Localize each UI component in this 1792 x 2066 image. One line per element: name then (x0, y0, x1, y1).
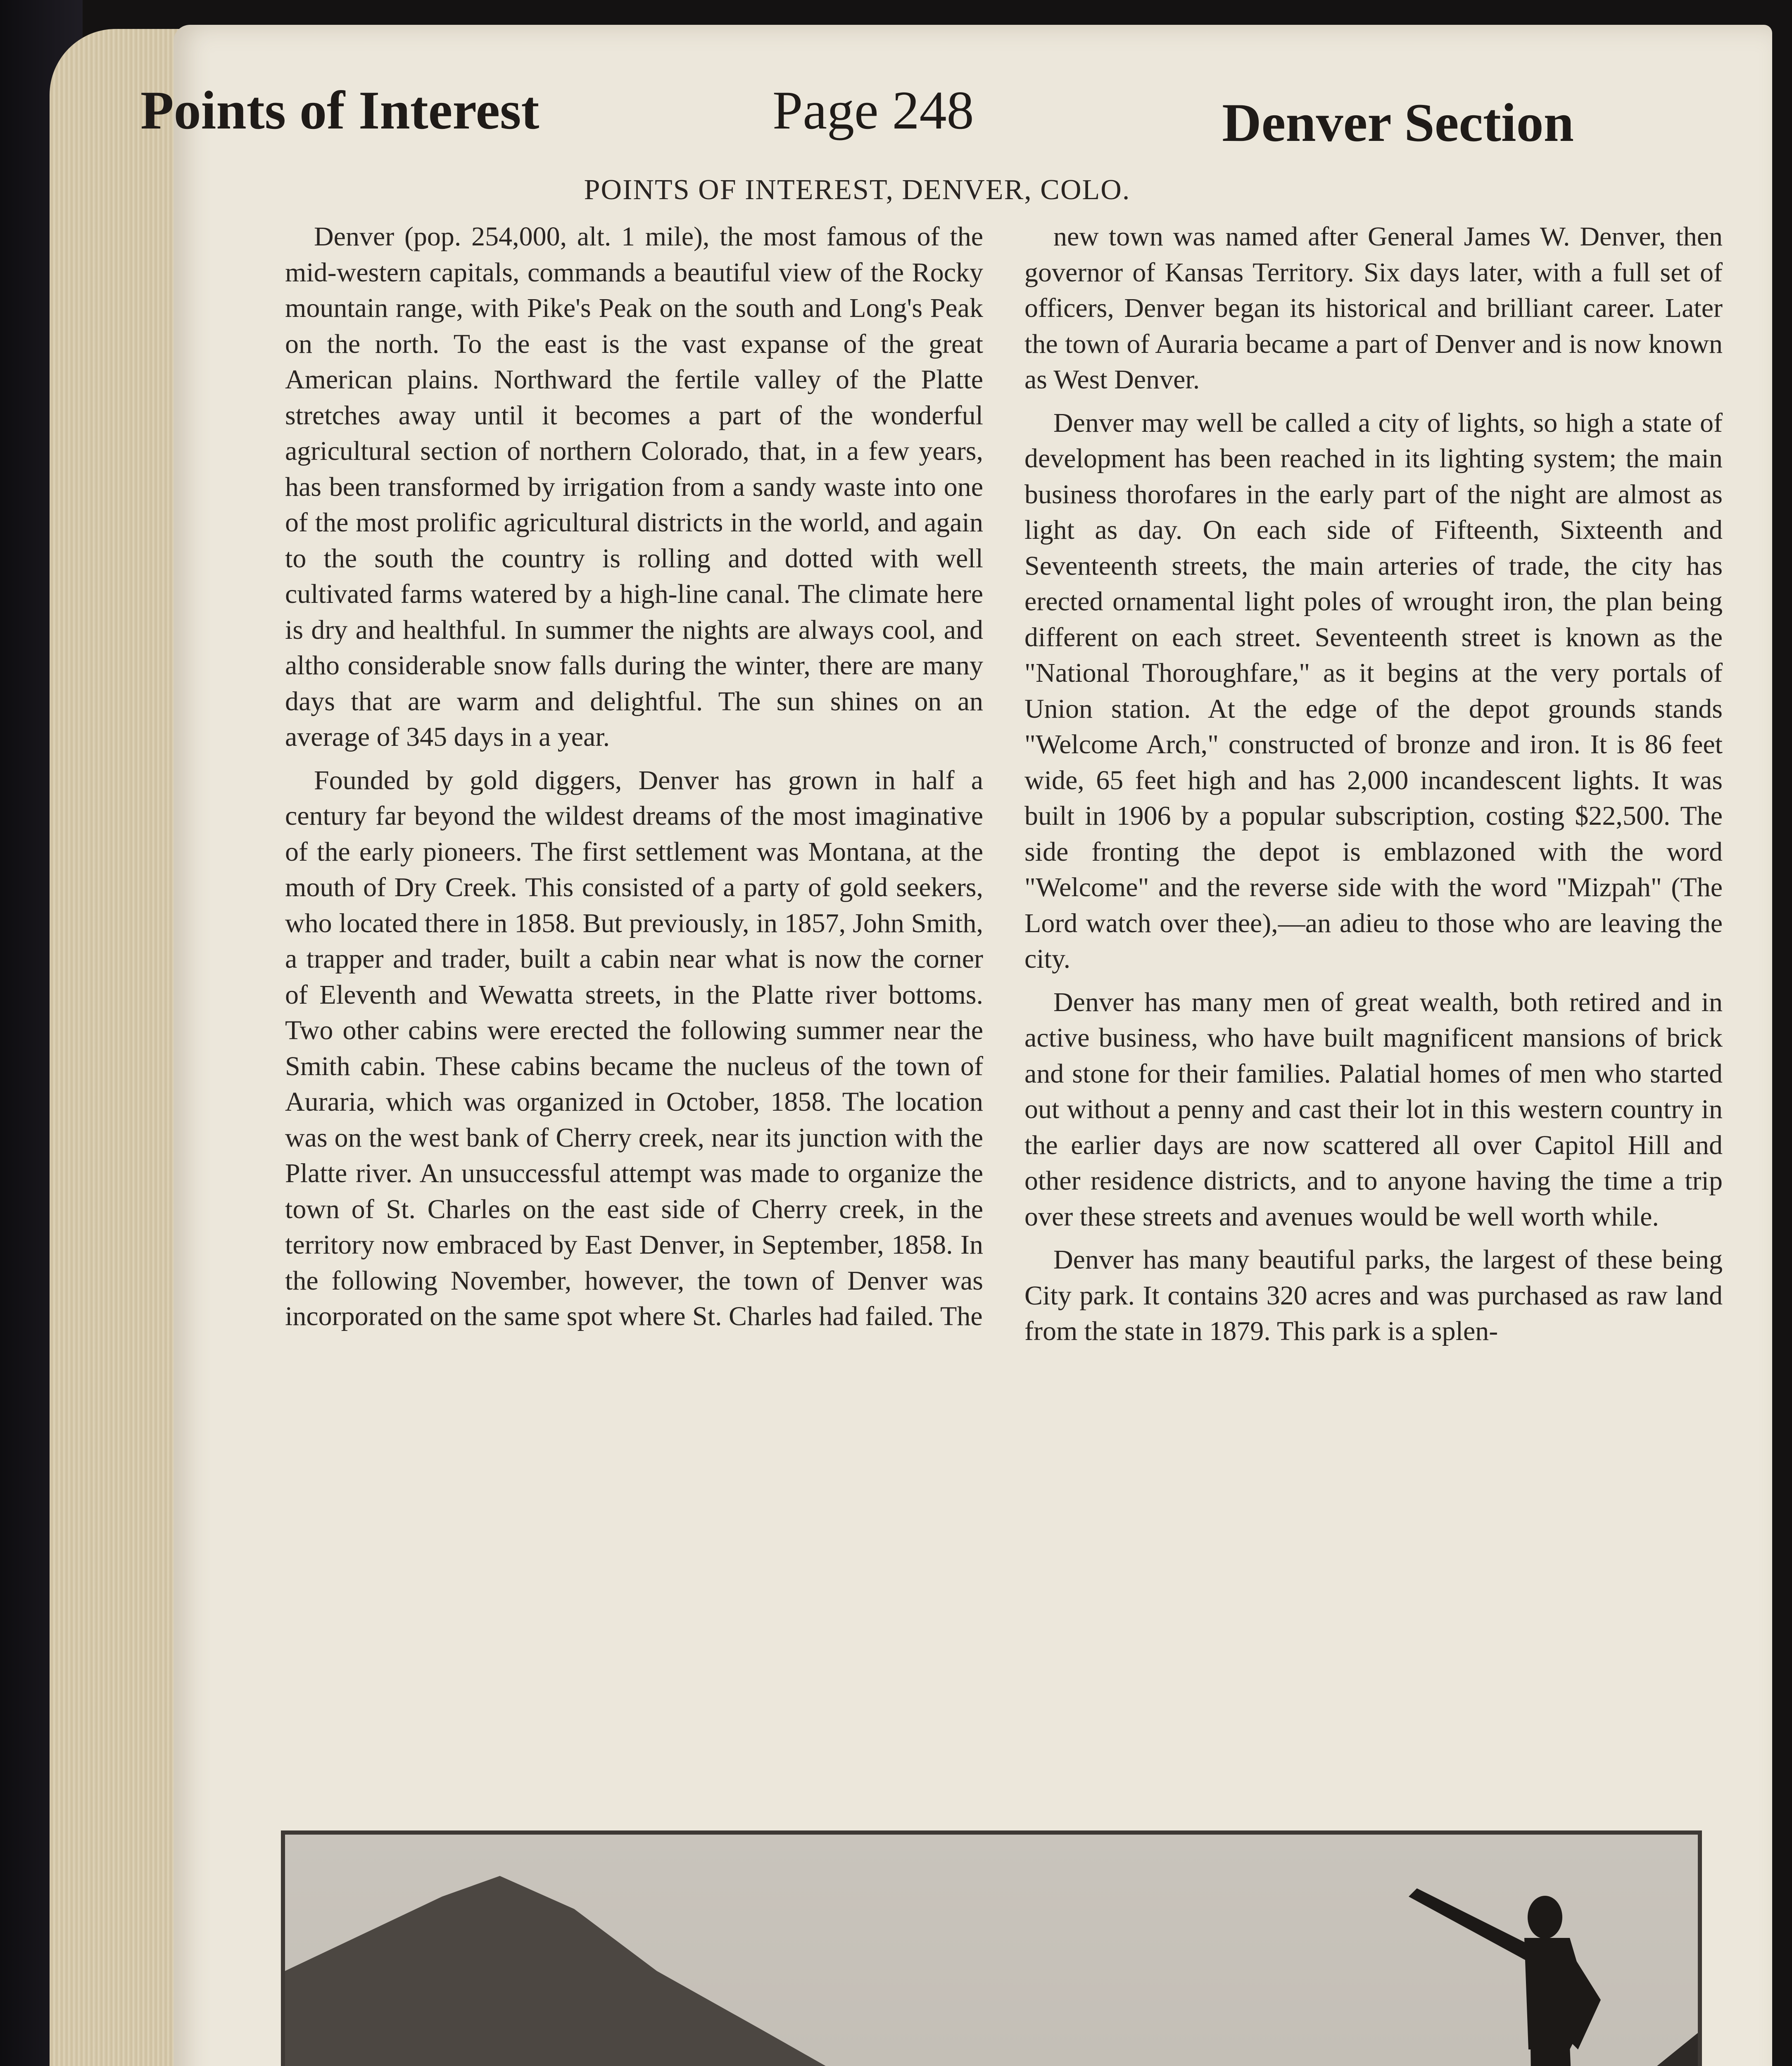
section-title: POINTS OF INTEREST, DENVER, COLO. (584, 174, 1131, 206)
text-column-right (1024, 219, 1723, 1806)
mountain-photo (281, 1830, 1702, 2066)
paragraph: new town was named after General James W. Denver, then governor of Kansas Territory. Six days later, with a full set of officers, Denver began its historical and brilliant career. Later the town of Auraria became a part of Denver and is now known as West Denver. (1024, 221, 1723, 395)
header-left-title: Points of Interest (140, 80, 540, 140)
running-header (140, 54, 1574, 178)
header-right-title: Denver Section (1222, 92, 1574, 153)
paragraph: Denver (pop. 254,000, alt. 1 mile), the most famous of the mid-western capitals, commands a beautiful view of the Rocky mountain range, with Pike's Peak on the south and Long's Peak on the north. To the east is the vast expanse of the great American plains. Northward the fertile valley of the Platte stretches away until it becomes a part of the wonderful agricultural section of northern Colorado, that, in a few years, has been transformed by irrigation from a sandy waste into one of the most prolific agricultural districts in the world, and again to the south the country is rolling and dotted with well cultivated farms watered by a high-line canal. The climate here is dry and healthful. In summer the nights are always cool, and altho considerable snow falls during the winter, there are many days that are warm and delightful. The sun shines on an average of 345 days in a year. (285, 221, 983, 752)
paragraph: Denver may well be called a city of lights, so high a state of development has been reached in its lighting system; the main business thorofares in the early part of the night are almost as light as day. On each side of Fifteenth, Sixteenth and Seventeenth streets, the main arteries of trade, the city has erected ornamental light poles of wrought iron, the plan being different on each street. Seventeenth street is known as the "National Thoroughfare," as it begins at the very portals of Union station. At the edge of the depot grounds stands "Welcome Arch," constructed of bronze and iron. It is 86 feet wide, 65 feet high and has 2,000 incandescent lights. It was built in 1906 by a popular subscription, costing $22,500. The side fronting the depot is emblazoned with the word "Welcome" and the reverse side with the word "Mizpah" (The Lord watch over thee),—an adieu to those who are leaving the city. (1024, 407, 1723, 974)
page-number: Page 248 (772, 80, 974, 140)
paragraph: Founded by gold diggers, Denver has grown in half a century far beyond the wildest dreams of the most imaginative of the early pioneers. The first settlement was Montana, at the mouth of Dry Creek. This consisted of a party of gold seekers, who located there in 1858. But previously, in 1857, John Smith, a trapper and trader, built a cabin near what is now the corner of Eleventh and Wewatta streets, in the Platte river bottoms. Two other cabins were erected the following summer near the Smith cabin. These cabins became the nucleus of the town of Auraria, which was organized in October, 1858. The location was on the west bank of Cherry creek, near its junction with the Platte river. An unsuccessful attempt was made to organize the town of St. Charles on the east side of Cherry creek, in the territory now embraced by East Denver, in September, 1858. In the following November, however, the town of Denver was incorporated on the same spot where St. Charles had failed. The (285, 765, 983, 1331)
mountain-photo-image (285, 1835, 1698, 2066)
paragraph: Denver has many beautiful parks, the largest of these being City park. It contains 320 acres and was purchased as raw land from the state in 1879. This park is a splen- (1024, 1245, 1723, 1346)
paragraph: Denver has many men of great wealth, both retired and in active business, who have built magnificent mansions of brick and stone for their families. Palatial homes of men who started out without a penny and cast their lot in this western country in the earlier days are now scattered all over Capitol Hill and other residence districts, and to anyone having the time a trip over these streets and avenues would be well worth while. (1024, 987, 1723, 1232)
text-column-left (285, 219, 983, 1806)
